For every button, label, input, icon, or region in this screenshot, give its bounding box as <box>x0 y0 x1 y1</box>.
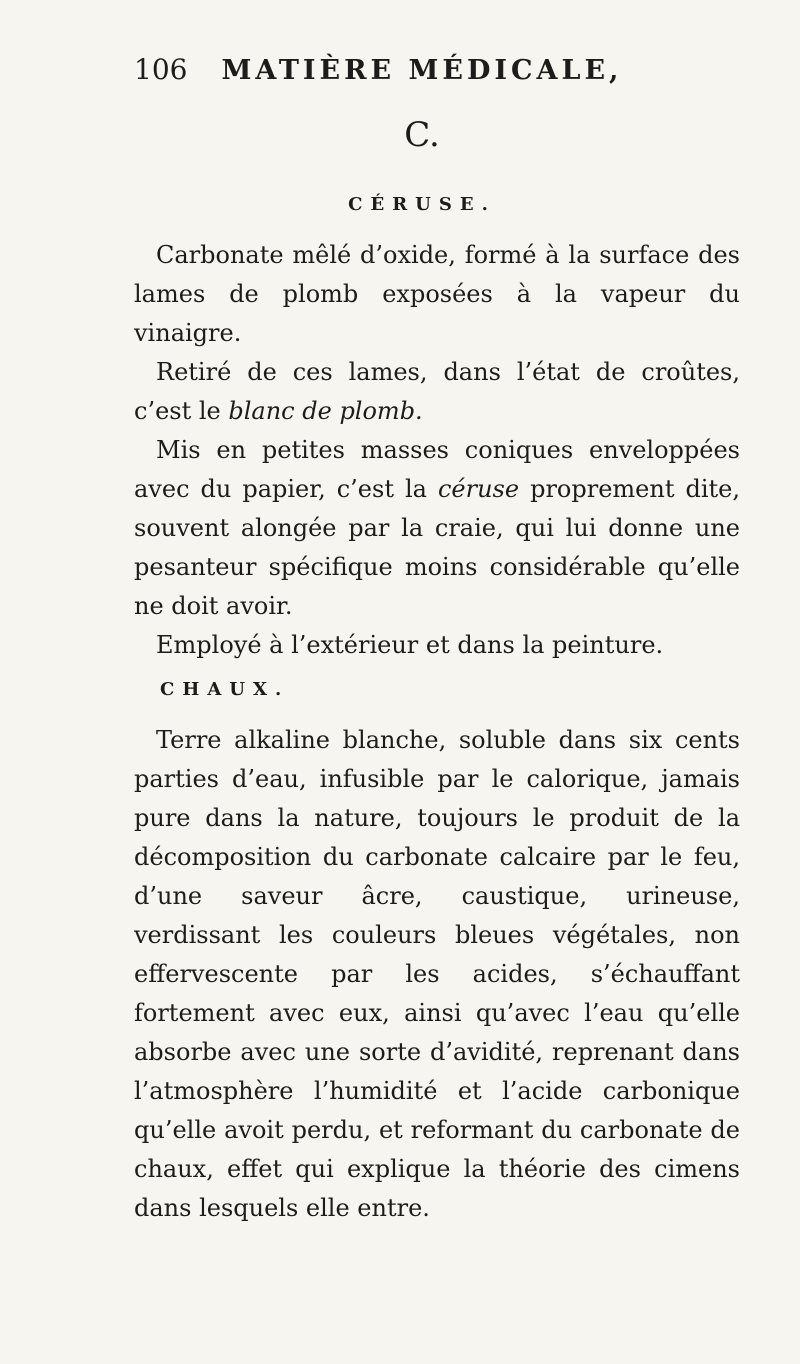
paragraph-ceruse-usage: Employé à l’extérieur et dans la peinture. <box>156 631 664 659</box>
running-title: MATIÈRE MÉDICALE, <box>221 55 623 86</box>
page-number: 106 <box>134 53 188 86</box>
entry-title-chaux: CHAUX. <box>160 679 290 700</box>
term-ceruse: céruse <box>437 475 520 503</box>
paragraph-ceruse-proper-intro: Mis en petites masses coniques enveloppées avec du papier, c’est la <box>134 436 740 503</box>
entry-title-ceruse: CÉRUSE. <box>348 194 496 215</box>
section-letter: C. <box>404 115 440 155</box>
paragraph-ceruse-proper <box>134 431 740 626</box>
paragraph-ceruse-proper-rest: proprement dite, souvent alongée par la craie, qui lui donne une pesanteur spécifique moins considérable qu’elle ne doit avoir. <box>134 475 740 620</box>
term-blanc-de-plomb: blanc de plomb. <box>228 397 423 425</box>
running-head <box>134 53 740 86</box>
paragraph-ceruse-blanc-de-plomb <box>134 353 740 431</box>
paragraph-chaux-definition: Terre alkaline blanche, soluble dans six cents parties d’eau, infusible par le calorique, jamais pure dans la nature, toujours le produit de la décomposition du carbonate calcaire par le feu, d’une saveur âcre, caustique, urineuse, verdissant les couleurs bleues végétales, non effervescente par les acides, s’échauffant fortement avec eux, ainsi qu’avec l’eau qu’elle absorbe avec une sorte d’avidité, reprenant dans l’atmosphère l’humidité et l’acide carbonique qu’elle avoit perdu, et reformant du carbonate de chaux, effet qui explique la théorie des cimens dans lesquels elle entre. <box>134 726 740 1222</box>
paragraph-ceruse-definition: Carbonate mêlé d’oxide, formé à la surface des lames de plomb exposées à la vapeur du vinaigre. <box>134 241 740 347</box>
paragraph-ceruse-blanc-intro: Retiré de ces lames, dans l’état de croûtes, c’est le <box>134 358 740 425</box>
